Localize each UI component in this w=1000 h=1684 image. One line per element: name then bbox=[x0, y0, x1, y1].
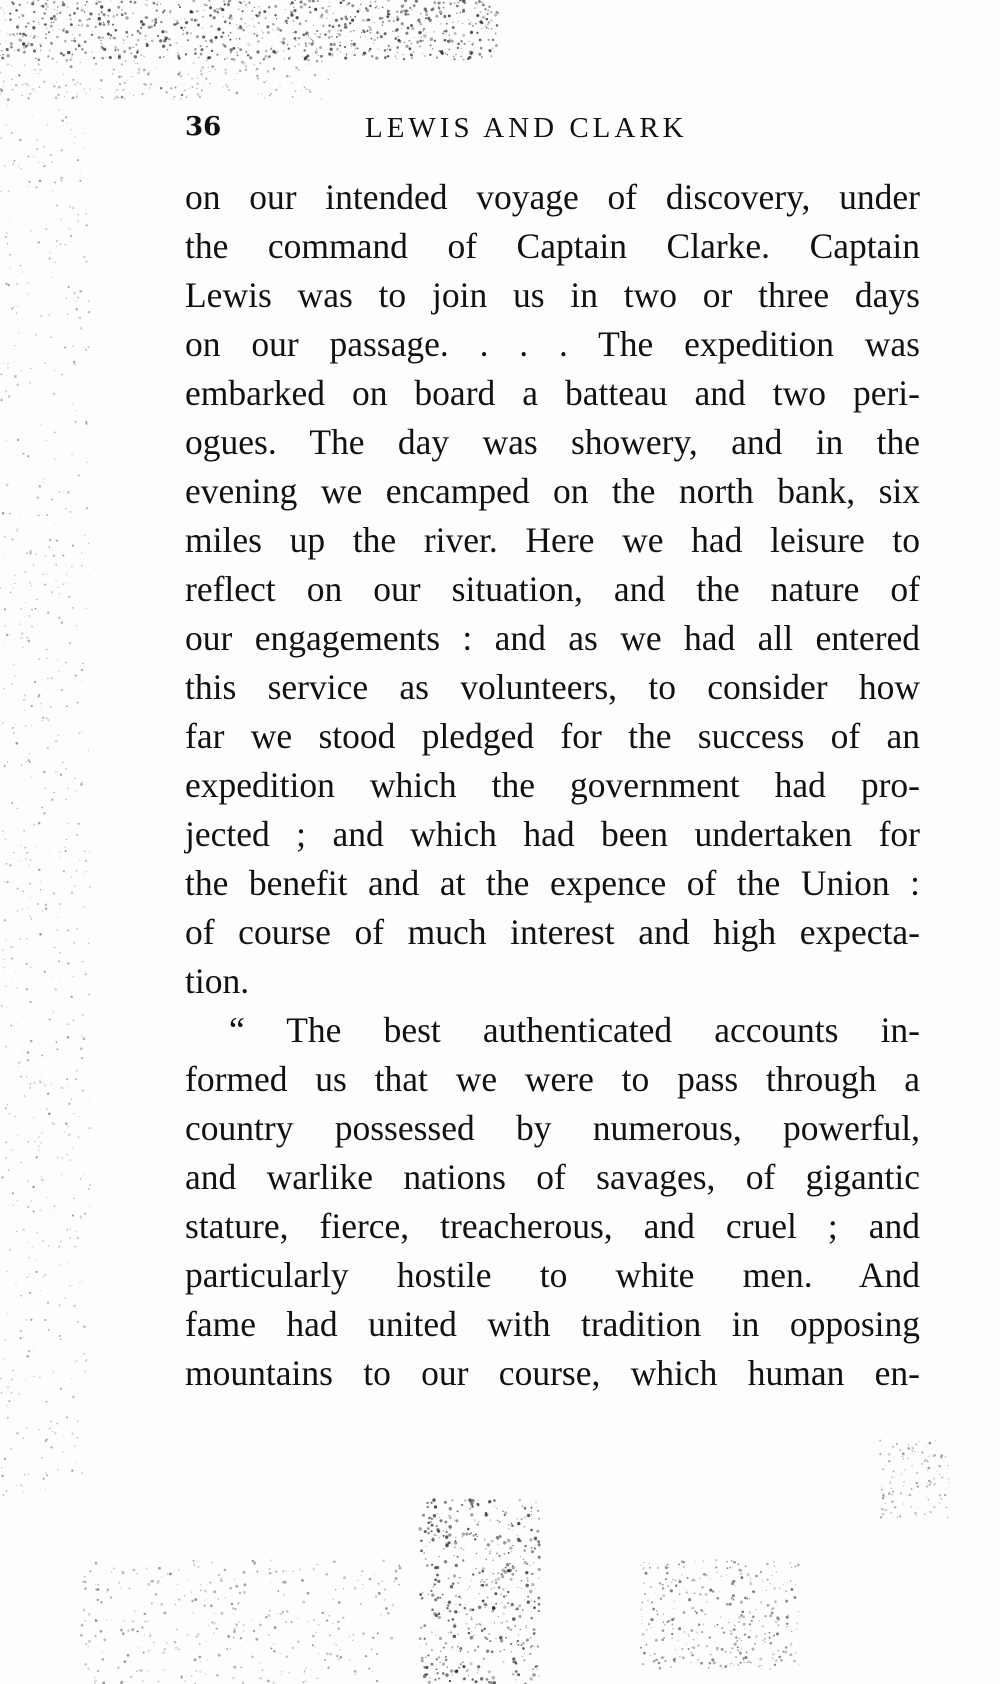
page-number: 36 bbox=[185, 112, 222, 142]
text-line: far we stood pledged for the success of an bbox=[185, 716, 920, 756]
text-line: our engagements : and as we had all entered bbox=[185, 618, 920, 658]
text-line: this service as volunteers, to consider how bbox=[185, 667, 920, 707]
text-line: the command of Captain Clarke. Captain bbox=[185, 226, 920, 266]
running-head bbox=[185, 112, 920, 152]
text-line: on our passage. . . . The expedition was bbox=[185, 324, 920, 364]
text-line: country possessed by numerous, powerful, bbox=[185, 1108, 920, 1148]
body-text bbox=[185, 173, 920, 1398]
text-line: expedition which the government had pro- bbox=[185, 765, 920, 805]
text-line: the benefit and at the expence of the Union : bbox=[185, 863, 920, 903]
text-line: miles up the river. Here we had leisure to bbox=[185, 520, 920, 560]
text-line: and warlike nations of savages, of gigantic bbox=[185, 1157, 920, 1197]
text-line: fame had united with tradition in opposing bbox=[185, 1304, 920, 1344]
text-line: particularly hostile to white men. And bbox=[185, 1255, 920, 1295]
text-line: of course of much interest and high expecta- bbox=[185, 912, 920, 952]
text-line: “ The best authenticated accounts in- bbox=[229, 1010, 920, 1050]
text-line: Lewis was to join us in two or three days bbox=[185, 275, 920, 315]
text-line: stature, fierce, treacherous, and cruel ; and bbox=[185, 1206, 920, 1246]
text-line: mountains to our course, which human en- bbox=[185, 1353, 920, 1393]
text-line: jected ; and which had been undertaken for bbox=[185, 814, 920, 854]
text-line: tion. bbox=[185, 961, 250, 1001]
text-line: reflect on our situation, and the nature of bbox=[185, 569, 920, 609]
text-line: evening we encamped on the north bank, six bbox=[185, 471, 920, 511]
text-line: ogues. The day was showery, and in the bbox=[185, 422, 920, 462]
text-line: formed us that we were to pass through a bbox=[185, 1059, 920, 1099]
text-line: on our intended voyage of discovery, under bbox=[185, 177, 920, 217]
text-line: embarked on board a batteau and two peri- bbox=[185, 373, 920, 413]
running-title: LEWIS AND CLARK bbox=[365, 112, 688, 144]
